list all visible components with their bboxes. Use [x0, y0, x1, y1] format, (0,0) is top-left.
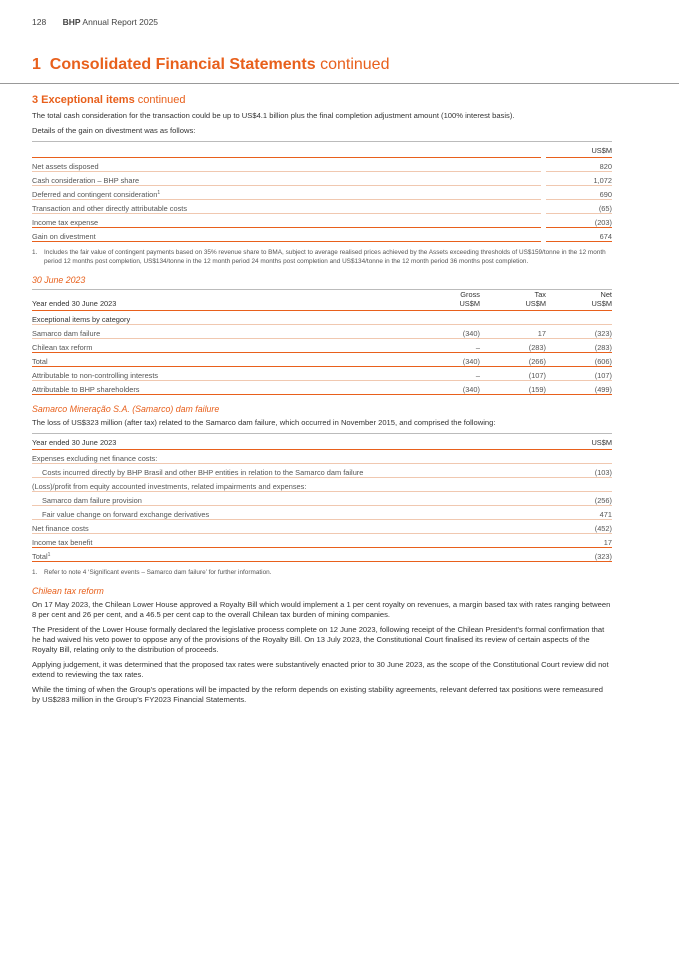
gain-unit-header: US$M [546, 142, 612, 158]
page-number: 128 [32, 17, 47, 27]
table-row [32, 172, 612, 186]
tax-header [480, 290, 546, 311]
running-header [32, 17, 158, 27]
footnote-marker: 1 [157, 190, 161, 196]
row-label: Cash consideration – BHP share [32, 172, 541, 186]
row-value: (256) [546, 492, 612, 506]
table-row [32, 464, 612, 478]
title-suffix: continued [320, 56, 390, 73]
row-value [546, 478, 612, 492]
table-row [32, 186, 612, 200]
table-row [32, 506, 612, 520]
gross-header [414, 290, 480, 311]
row-value: (65) [546, 200, 612, 214]
gross-header-a: Gross [460, 290, 480, 299]
report-title: Annual Report 2025 [82, 17, 159, 27]
table-row [32, 367, 612, 381]
row-value: (323) [546, 548, 612, 562]
row-label: Chilean tax reform [32, 339, 414, 353]
samarco-unit-header: US$M [546, 434, 612, 450]
category-label: Exceptional items by category [32, 311, 612, 325]
section-suffix: continued [137, 94, 186, 106]
samarco-footnote [32, 569, 612, 578]
row-label [32, 186, 541, 200]
row-label: Fair value change on forward exchange derivatives [32, 506, 546, 520]
chilean-paragraph-4: While the timing of when the Group’s operations will be impacted by the reform depends on existing stability agreements, relevant deferred tax positions were remeasured by US$283 million in the Group’s FY2023 Financial Statements. [32, 684, 603, 704]
row-label-text: Total [32, 552, 48, 561]
footnote-text: Refer to note 4 ‘Significant events – Samarco dam failure’ for further information. [44, 569, 272, 576]
row-value: 690 [546, 186, 612, 200]
net-value: (323) [546, 325, 612, 339]
row-value: 820 [546, 158, 612, 172]
tax-value: 17 [480, 325, 546, 339]
row-value: (452) [546, 520, 612, 534]
brand-name: BHP [62, 17, 81, 27]
row-value: 1,072 [546, 172, 612, 186]
table-row [32, 353, 612, 367]
gain-table [32, 141, 612, 242]
chilean-paragraph-2: The President of the Lower House formally declared the legislative process complete on 12 June 2023, following receipt of the Chilean President’s formal confirmation that he had waived his veto power to oppose any of the provisions of the Royalty Bill. On 13 July 2023, the Constitutional Court finalised its review of certain aspects of the Royalty Bill, relating only to the distribution of proceeds. [32, 624, 605, 654]
chilean-heading: Chilean tax reform [32, 585, 104, 596]
table-row [32, 214, 612, 228]
table-row [32, 200, 612, 214]
footnote-number: 1. [32, 249, 38, 256]
row-value: 674 [546, 228, 612, 242]
row-label-text: Deferred and contingent consideration [32, 190, 158, 199]
tax-header-a: Tax [534, 290, 546, 299]
row-label: Gain on divestment [32, 228, 541, 242]
table-row [32, 381, 612, 395]
row-value: (203) [546, 214, 612, 228]
year-label: Year ended 30 June 2023 [32, 290, 414, 311]
table-row [32, 492, 612, 506]
gross-value: – [414, 339, 480, 353]
row-label: Net assets disposed [32, 158, 541, 172]
row-value [546, 450, 612, 464]
row-label: Income tax expense [32, 214, 541, 228]
chilean-paragraph-3: Applying judgement, it was determined that the proposed tax rates were substantively enacted prior to 30 June 2023, as the scope of the Constitutional Court review did not extend to reviewing the tax rates. [32, 659, 609, 679]
gain-footnote [32, 249, 612, 266]
footnote-marker: 1 [47, 552, 51, 558]
row-label: Income tax benefit [32, 534, 546, 548]
table-row [32, 548, 612, 562]
tax-header-b: US$M [525, 299, 546, 308]
main-content [32, 94, 612, 710]
gross-header-b: US$M [459, 299, 480, 308]
net-value: (499) [546, 381, 612, 395]
net-header [546, 290, 612, 311]
net-header-a: Net [600, 290, 612, 299]
samarco-year-label: Year ended 30 June 2023 [32, 434, 546, 450]
category-row [32, 311, 612, 325]
row-label: (Loss)/profit from equity accounted investments, related impairments and expenses: [32, 478, 546, 492]
section-heading [32, 94, 612, 106]
gross-value: (340) [414, 353, 480, 367]
row-value: 17 [546, 534, 612, 548]
footnote-text: Includes the fair value of contingent payments based on 35% revenue share to BMA, subject to average realised prices achieved by the Assets exceeding thresholds of US$159/tonne in the 12 month period 12 months post completion, US$134/tonne in the 12 month period 24 months post completion and US$134/tonne in the 12 month period 36 months post completion. [44, 249, 606, 265]
table-row [32, 228, 612, 242]
title-number: 1 [32, 56, 41, 73]
samarco-intro: The loss of US$323 million (after tax) related to the Samarco dam failure, which occurred in November 2015, and comprised the following: [32, 418, 496, 427]
row-label: Total [32, 353, 414, 367]
tax-value: (266) [480, 353, 546, 367]
net-value: (283) [546, 339, 612, 353]
table-row [32, 534, 612, 548]
table-row [32, 478, 612, 492]
samarco-heading: Samarco Mineração S.A. (Samarco) dam failure [32, 404, 220, 414]
row-label: Net finance costs [32, 520, 546, 534]
net-value: (107) [546, 367, 612, 381]
row-label: Attributable to BHP shareholders [32, 381, 414, 395]
page-title [32, 56, 389, 74]
gross-value: (340) [414, 325, 480, 339]
samarco-table [32, 433, 612, 562]
title-divider [0, 83, 679, 84]
table-row [32, 158, 612, 172]
row-value: (103) [546, 464, 612, 478]
footnote-number: 1. [32, 569, 38, 576]
gross-value: (340) [414, 381, 480, 395]
tax-value: (159) [480, 381, 546, 395]
table-row [32, 450, 612, 464]
intro-paragraph-2: Details of the gain on divestment was as follows: [32, 126, 196, 135]
gross-value: – [414, 367, 480, 381]
row-label: Costs incurred directly by BHP Brasil and other BHP entities in relation to the Samarco dam failure [32, 464, 546, 478]
tax-value: (283) [480, 339, 546, 353]
row-label: Samarco dam failure [32, 325, 414, 339]
row-label: Expenses excluding net finance costs: [32, 450, 546, 464]
table-row [32, 339, 612, 353]
row-label [32, 548, 546, 562]
table-row [32, 325, 612, 339]
june-heading: 30 June 2023 [32, 275, 86, 285]
tax-value: (107) [480, 367, 546, 381]
row-label: Transaction and other directly attributable costs [32, 200, 541, 214]
section-title: 3 Exceptional items [32, 94, 135, 106]
exceptional-items-table [32, 289, 612, 395]
table-row [32, 520, 612, 534]
net-header-b: US$M [591, 299, 612, 308]
row-label: Attributable to non-controlling interests [32, 367, 414, 381]
row-value: 471 [546, 506, 612, 520]
title-main: Consolidated Financial Statements [49, 56, 316, 73]
intro-paragraph-1: The total cash consideration for the transaction could be up to US$4.1 billion plus the final completion adjustment amount (100% interest basis). [32, 111, 515, 120]
net-value: (606) [546, 353, 612, 367]
row-label: Samarco dam failure provision [32, 492, 546, 506]
chilean-paragraph-1: On 17 May 2023, the Chilean Lower House approved a Royalty Bill which would implement a 1 per cent royalty on revenues, a margin based tax with rates ranging between 8 per cent and 26 per cent, and a 46.5 per cent cap to the overall Chilean tax burden of mining companies. [32, 599, 611, 619]
